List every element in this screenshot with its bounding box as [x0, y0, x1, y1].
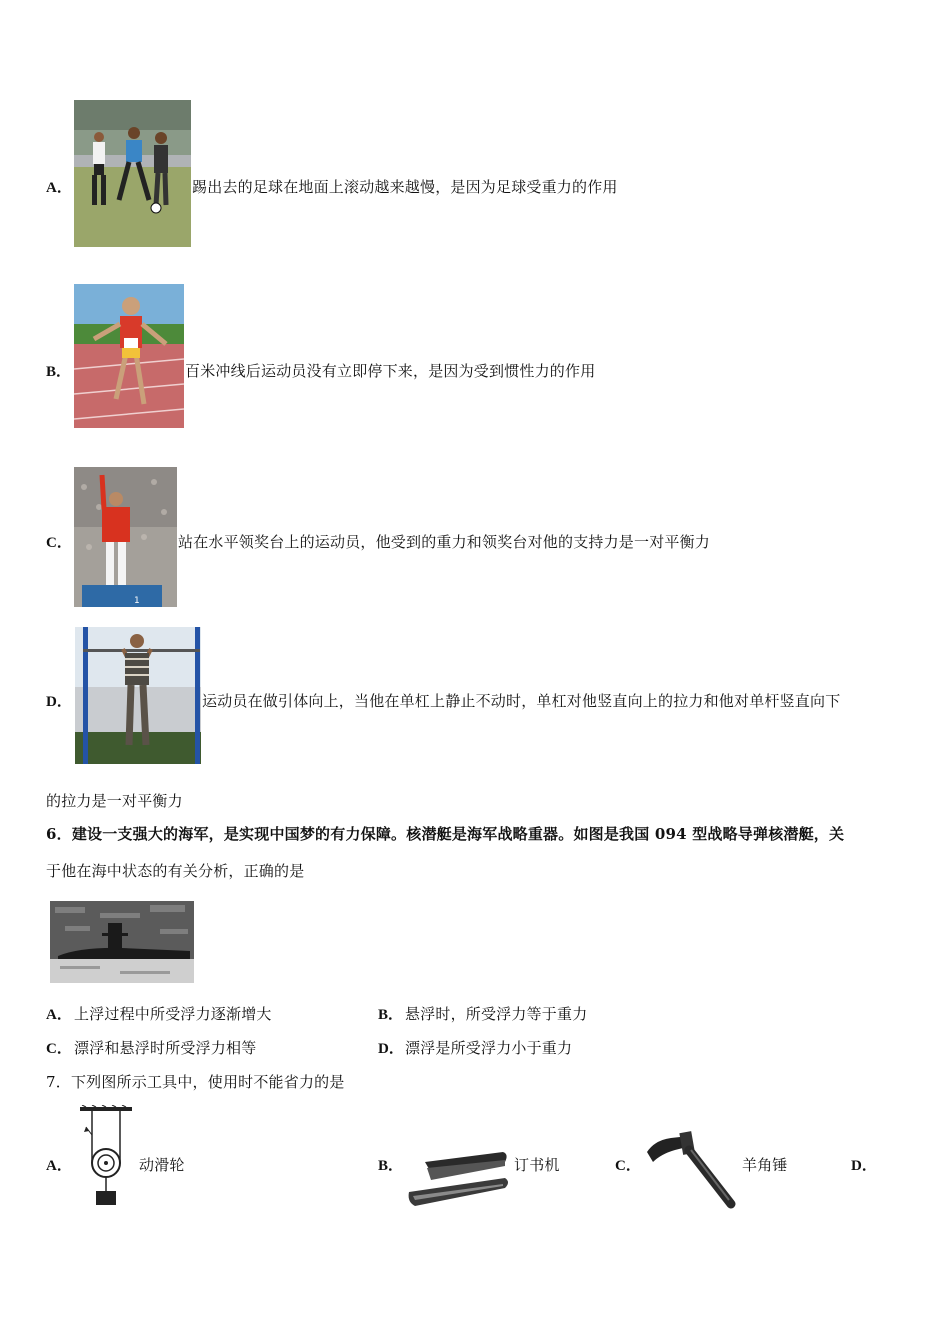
sprinter-photo: [74, 284, 184, 428]
q7-stem: 7．下列图所示工具中，使用时不能省力的是: [46, 1073, 345, 1091]
option-a-text: 踢出去的足球在地面上滚动越来越慢，是因为足球受重力的作用: [192, 178, 618, 196]
q6-option-d-text: 漂浮是所受浮力小于重力: [405, 1039, 573, 1057]
submarine-photo: [50, 901, 194, 983]
q7-option-c-label: C．: [615, 1158, 641, 1174]
pullup-photo: [75, 627, 201, 764]
option-b-label: B．: [46, 364, 72, 380]
q6-option-a-label: A．: [46, 1007, 72, 1023]
option-d-text: 运动员在做引体向上，当他在单杠上静止不动时，单杠对他竖直向上的拉力和他对单杆竖直向下: [202, 692, 841, 710]
q7-option-b-text: 订书机: [514, 1156, 560, 1174]
option-b-text: 百米冲线后运动员没有立即停下来，是因为受到惯性力的作用: [185, 362, 596, 380]
soccer-photo: [74, 100, 191, 247]
q6-option-b-text: 悬浮时，所受浮力等于重力: [405, 1005, 588, 1023]
q6-option-c-label: C．: [46, 1041, 72, 1057]
svg-text:1: 1: [134, 596, 140, 606]
q6-option-a-text: 上浮过程中所受浮力逐渐增大: [74, 1005, 272, 1023]
option-d-label: D．: [46, 694, 72, 710]
q7-option-c-text: 羊角锤: [742, 1156, 788, 1174]
option-c-label: C．: [46, 535, 72, 551]
q7-option-d-label: D．: [851, 1158, 877, 1174]
claw-hammer-icon: [645, 1130, 741, 1214]
q6-stem-line1: 6．建设一支强大的海军，是实现中国梦的有力保障。核潜艇是海军战略重器。如图是我国 094 型战略导弹核潜艇，关: [46, 825, 845, 843]
option-c-text: 站在水平领奖台上的运动员，他受到的重力和领奖台对他的支持力是一对平衡力: [178, 533, 711, 551]
q7-option-a-label: A．: [46, 1158, 72, 1174]
pulley-icon: [74, 1105, 138, 1215]
q7-option-a-text: 动滑轮: [139, 1156, 185, 1174]
q6-option-b-label: B．: [378, 1007, 404, 1023]
q6-option-c-text: 漂浮和悬浮时所受浮力相等: [74, 1039, 257, 1057]
option-d-continuation: 的拉力是一对平衡力: [46, 792, 183, 810]
option-a-label: A．: [46, 180, 72, 196]
stapler-icon: [405, 1140, 513, 1212]
podium-photo: [74, 467, 177, 607]
q6-stem-line2: 于他在海中状态的有关分析，正确的是: [46, 862, 305, 880]
q7-option-b-label: B．: [378, 1158, 404, 1174]
q6-option-d-label: D．: [378, 1041, 404, 1057]
